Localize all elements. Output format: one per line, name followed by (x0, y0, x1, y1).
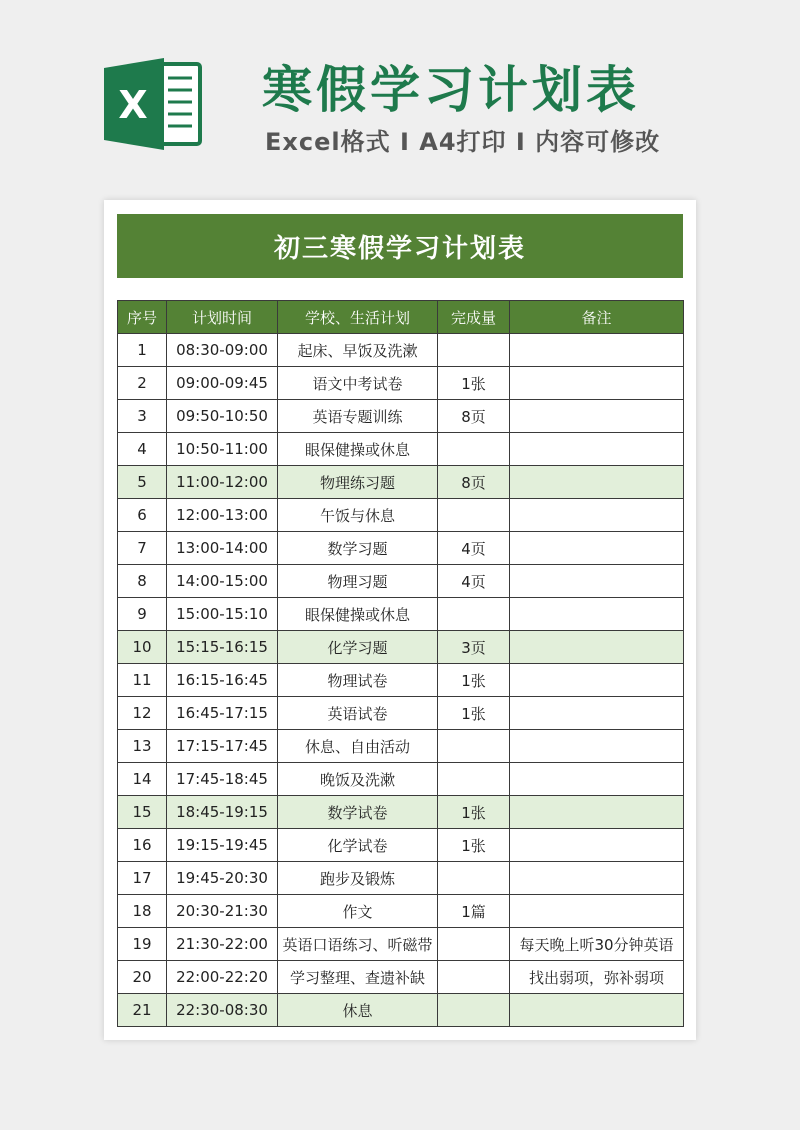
table-row (118, 895, 684, 928)
page-header (0, 0, 800, 200)
plan-table (117, 300, 684, 1027)
spreadsheet-sheet (104, 200, 696, 1040)
table-row (118, 532, 684, 565)
table-row (118, 664, 684, 697)
table-row (118, 697, 684, 730)
cell-plan[interactable]: 休息、自由活动 (278, 730, 438, 763)
excel-logo-icon (104, 58, 204, 150)
column-header: 序号 (118, 301, 167, 334)
table-row (118, 829, 684, 862)
cell-amount[interactable] (438, 334, 510, 367)
cell-index[interactable]: 12 (118, 697, 167, 730)
cell-amount[interactable] (438, 928, 510, 961)
cell-note[interactable] (510, 994, 684, 1027)
logo-letter: X (118, 83, 148, 127)
cell-plan[interactable]: 午饭与休息 (278, 499, 438, 532)
cell-plan[interactable]: 物理习题 (278, 565, 438, 598)
cell-time[interactable]: 19:15-19:45 (167, 829, 278, 862)
column-header: 计划时间 (167, 301, 278, 334)
table-row (118, 928, 684, 961)
table-row (118, 763, 684, 796)
cell-amount[interactable] (438, 598, 510, 631)
cell-time[interactable]: 14:00-15:00 (167, 565, 278, 598)
cell-time[interactable]: 20:30-21:30 (167, 895, 278, 928)
cell-time[interactable]: 13:00-14:00 (167, 532, 278, 565)
cell-time[interactable]: 17:45-18:45 (167, 763, 278, 796)
cell-index[interactable]: 20 (118, 961, 167, 994)
cell-amount[interactable] (438, 730, 510, 763)
cell-index[interactable]: 18 (118, 895, 167, 928)
table-body (118, 334, 684, 1027)
cell-index[interactable]: 1 (118, 334, 167, 367)
cell-amount[interactable]: 1张 (438, 367, 510, 400)
cell-index[interactable]: 3 (118, 400, 167, 433)
cell-note[interactable] (510, 565, 684, 598)
cell-plan[interactable]: 眼保健操或休息 (278, 598, 438, 631)
cell-index[interactable]: 21 (118, 994, 167, 1027)
cell-time[interactable]: 16:15-16:45 (167, 664, 278, 697)
cell-note[interactable] (510, 367, 684, 400)
cell-amount[interactable]: 8页 (438, 466, 510, 499)
cell-index[interactable]: 4 (118, 433, 167, 466)
cell-plan[interactable]: 数学习题 (278, 532, 438, 565)
cell-time[interactable]: 17:15-17:45 (167, 730, 278, 763)
cell-note[interactable] (510, 466, 684, 499)
cell-plan[interactable]: 跑步及锻炼 (278, 862, 438, 895)
cell-index[interactable]: 13 (118, 730, 167, 763)
cell-plan[interactable]: 起床、早饭及洗漱 (278, 334, 438, 367)
cell-index[interactable]: 19 (118, 928, 167, 961)
subtitle: Excel格式 I A4打印 I 内容可修改 (265, 128, 661, 156)
cell-amount[interactable] (438, 862, 510, 895)
table-row (118, 994, 684, 1027)
cell-index[interactable]: 9 (118, 598, 167, 631)
table-row (118, 862, 684, 895)
cell-index[interactable]: 10 (118, 631, 167, 664)
cell-index[interactable]: 16 (118, 829, 167, 862)
cell-index[interactable]: 15 (118, 796, 167, 829)
cell-plan[interactable]: 眼保健操或休息 (278, 433, 438, 466)
cell-index[interactable]: 11 (118, 664, 167, 697)
cell-time[interactable]: 08:30-09:00 (167, 334, 278, 367)
cell-index[interactable]: 2 (118, 367, 167, 400)
cell-time[interactable]: 16:45-17:15 (167, 697, 278, 730)
cell-time[interactable]: 12:00-13:00 (167, 499, 278, 532)
cell-time[interactable]: 15:00-15:10 (167, 598, 278, 631)
column-header: 学校、生活计划 (278, 301, 438, 334)
cell-plan[interactable]: 英语口语练习、听磁带 (278, 928, 438, 961)
cell-time[interactable]: 22:00-22:20 (167, 961, 278, 994)
cell-index[interactable]: 14 (118, 763, 167, 796)
cell-note[interactable] (510, 598, 684, 631)
cell-amount[interactable]: 1张 (438, 796, 510, 829)
table-row (118, 598, 684, 631)
cell-note[interactable] (510, 796, 684, 829)
cell-note[interactable] (510, 763, 684, 796)
cell-time[interactable]: 15:15-16:15 (167, 631, 278, 664)
sheet-title: 初三寒假学习计划表 (117, 214, 683, 278)
cell-amount[interactable] (438, 994, 510, 1027)
cell-note[interactable] (510, 433, 684, 466)
cell-plan[interactable]: 休息 (278, 994, 438, 1027)
cell-amount[interactable] (438, 499, 510, 532)
cell-plan[interactable]: 作文 (278, 895, 438, 928)
column-header: 备注 (510, 301, 684, 334)
cell-note[interactable] (510, 631, 684, 664)
table-row (118, 730, 684, 763)
cell-plan[interactable]: 化学试卷 (278, 829, 438, 862)
cell-note[interactable]: 找出弱项，弥补弱项 (510, 961, 684, 994)
cell-amount[interactable] (438, 763, 510, 796)
cell-amount[interactable]: 4页 (438, 565, 510, 598)
cell-amount[interactable]: 3页 (438, 631, 510, 664)
cell-amount[interactable]: 4页 (438, 532, 510, 565)
cell-note[interactable] (510, 532, 684, 565)
table-row (118, 961, 684, 994)
cell-amount[interactable] (438, 961, 510, 994)
cell-plan[interactable]: 语文中考试卷 (278, 367, 438, 400)
table-row (118, 466, 684, 499)
cell-amount[interactable]: 8页 (438, 400, 510, 433)
cell-note[interactable] (510, 499, 684, 532)
cell-index[interactable]: 8 (118, 565, 167, 598)
table-row (118, 565, 684, 598)
cell-plan[interactable]: 晚饭及洗漱 (278, 763, 438, 796)
column-header: 完成量 (438, 301, 510, 334)
table-row (118, 400, 684, 433)
cell-time[interactable]: 19:45-20:30 (167, 862, 278, 895)
cell-time[interactable]: 10:50-11:00 (167, 433, 278, 466)
cell-amount[interactable] (438, 433, 510, 466)
cell-note[interactable] (510, 697, 684, 730)
cell-amount[interactable]: 1张 (438, 664, 510, 697)
main-title: 寒假学习计划表 (262, 61, 640, 119)
cell-plan[interactable]: 物理练习题 (278, 466, 438, 499)
cell-note[interactable] (510, 664, 684, 697)
cell-plan[interactable]: 学习整理、查遗补缺 (278, 961, 438, 994)
cell-index[interactable]: 5 (118, 466, 167, 499)
table-row (118, 631, 684, 664)
table-row (118, 433, 684, 466)
cell-plan[interactable]: 英语试卷 (278, 697, 438, 730)
cell-plan[interactable]: 数学试卷 (278, 796, 438, 829)
cell-note[interactable] (510, 730, 684, 763)
table-header-row (118, 301, 684, 334)
cell-time[interactable]: 22:30-08:30 (167, 994, 278, 1027)
cell-time[interactable]: 11:00-12:00 (167, 466, 278, 499)
cell-index[interactable]: 7 (118, 532, 167, 565)
cell-time[interactable]: 21:30-22:00 (167, 928, 278, 961)
cell-plan[interactable]: 化学习题 (278, 631, 438, 664)
cell-amount[interactable]: 1张 (438, 697, 510, 730)
cell-note[interactable]: 每天晚上听30分钟英语 (510, 928, 684, 961)
cell-index[interactable]: 6 (118, 499, 167, 532)
table-row (118, 334, 684, 367)
cell-note[interactable] (510, 829, 684, 862)
cell-note[interactable] (510, 334, 684, 367)
cell-index[interactable]: 17 (118, 862, 167, 895)
cell-time[interactable]: 09:50-10:50 (167, 400, 278, 433)
cell-time[interactable]: 18:45-19:15 (167, 796, 278, 829)
cell-amount[interactable]: 1篇 (438, 895, 510, 928)
cell-plan[interactable]: 英语专题训练 (278, 400, 438, 433)
table-row (118, 796, 684, 829)
cell-time[interactable]: 09:00-09:45 (167, 367, 278, 400)
cell-amount[interactable]: 1张 (438, 829, 510, 862)
table-row (118, 367, 684, 400)
table-row (118, 499, 684, 532)
cell-note[interactable] (510, 895, 684, 928)
cell-note[interactable] (510, 862, 684, 895)
cell-note[interactable] (510, 400, 684, 433)
cell-plan[interactable]: 物理试卷 (278, 664, 438, 697)
